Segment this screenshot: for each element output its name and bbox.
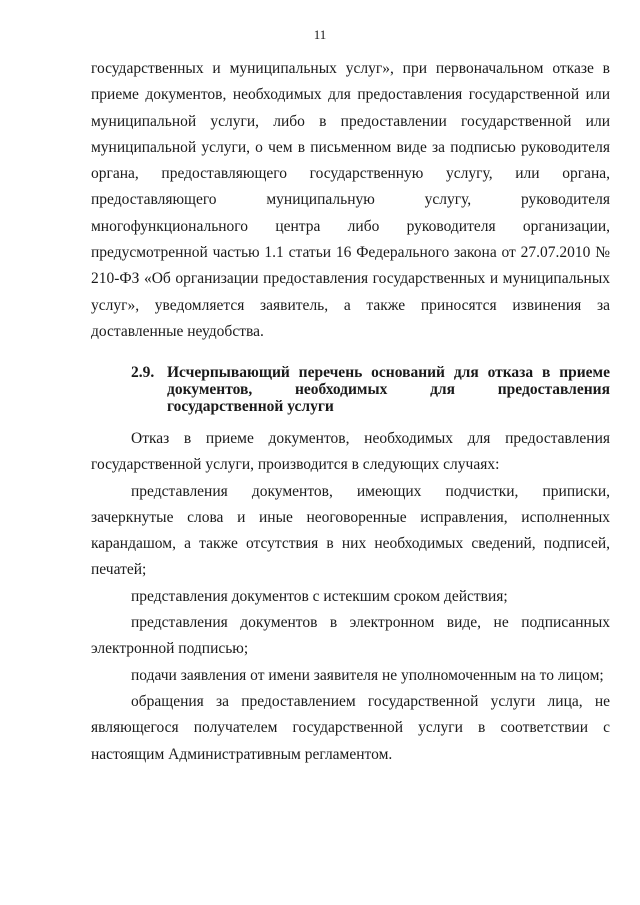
- paragraph-reason-expired: представления документов с истекшим сроком действия;: [131, 587, 508, 605]
- paragraph-reason-corrections: представления документов, имеющих подчистки, приписки, зачеркнутые слова и иные неоговоренные исправления, исполненных карандашом, а также отсутствия в них необходимых сведений, подписей, печатей;: [91, 482, 610, 579]
- continuation-paragraph-block: [91, 56, 610, 345]
- section-title: Исчерпывающий перечень оснований для отказа в приеме документов, необходимых для предоставления государственной услуги: [167, 364, 610, 415]
- section-number: 2.9.: [131, 364, 155, 381]
- continuation-paragraph: государственных и муниципальных услуг», при первоначальном отказе в приеме документов, необходимых для предоставления государственной или муниципальной услуги, либо в предоставлении государственной или муниципальной услуги, о чем в письменном виде за подписью руководителя органа, предоставляющего государственную услугу, или органа, предоставляющего муниципальную услугу, руководителя многофункционального центра либо руководителя организации, предусмотренной частью 1.1 статьи 16 Федерального закона от 27.07.2010 № 210-ФЗ «Об организации предоставления государственных и муниципальных услуг», уведомляется заявитель, а также приносятся извинения за доставленные неудобства.: [91, 60, 610, 340]
- paragraph-intro: Отказ в приеме документов, необходимых для предоставления государственной услуги, производится в следующих случаях:: [91, 430, 610, 474]
- page-number: 11: [313, 27, 327, 42]
- paragraph-reason-not-recipient: обращения за предоставлением государственной услуги лица, не являющегося получателем государственной услуги в соответствии с настоящим Административным регламентом.: [91, 692, 610, 763]
- section-heading: [131, 364, 610, 415]
- section-body: [91, 426, 610, 768]
- paragraph-reason-unsigned: представления документов в электронном виде, не подписанных электронной подписью;: [91, 614, 610, 658]
- paragraph-reason-unauthorized: подачи заявления от имени заявителя не уполномоченным на то лицом;: [131, 666, 604, 684]
